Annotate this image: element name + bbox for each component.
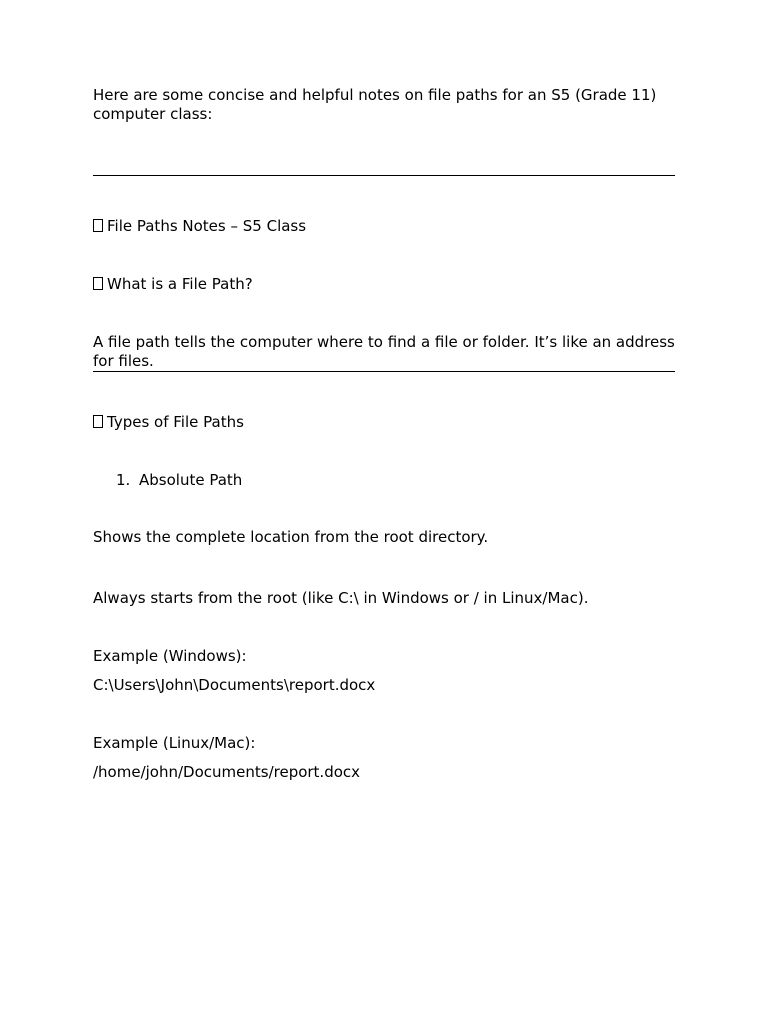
section-heading-what-is [93,275,675,294]
missing-glyph-icon [93,219,103,232]
example-windows-label: Example (Windows): [93,647,247,665]
list-number: 1. [116,471,131,489]
missing-glyph-icon [93,277,103,290]
intro-paragraph: Here are some concise and helpful notes on file paths for an S5 (Grade 11) computer class: [93,86,657,123]
section-heading-text: Types of File Paths [107,413,244,431]
divider [93,371,675,372]
example-linux-path: /home/john/Documents/report.docx [93,763,361,781]
example-windows-path: C:\Users\John\Documents\report.docx [93,676,376,694]
document-body [93,86,675,782]
section-heading-types [93,413,675,432]
document-title [93,217,675,236]
section-heading-text: What is a File Path? [107,275,253,293]
list-item-label: Absolute Path [139,471,243,489]
example-linux-label: Example (Linux/Mac): [93,734,256,752]
absolute-path-rule: Always starts from the root (like C:\ in Windows or / in Linux/Mac). [93,589,589,607]
title-text: File Paths Notes – S5 Class [107,217,307,235]
absolute-path-description: Shows the complete location from the root directory. [93,528,489,546]
definition-paragraph: A file path tells the computer where to find a file or folder. It’s like an address for files. [93,333,675,370]
divider [93,175,675,176]
missing-glyph-icon [93,415,103,428]
list-item-absolute-path [93,471,675,489]
